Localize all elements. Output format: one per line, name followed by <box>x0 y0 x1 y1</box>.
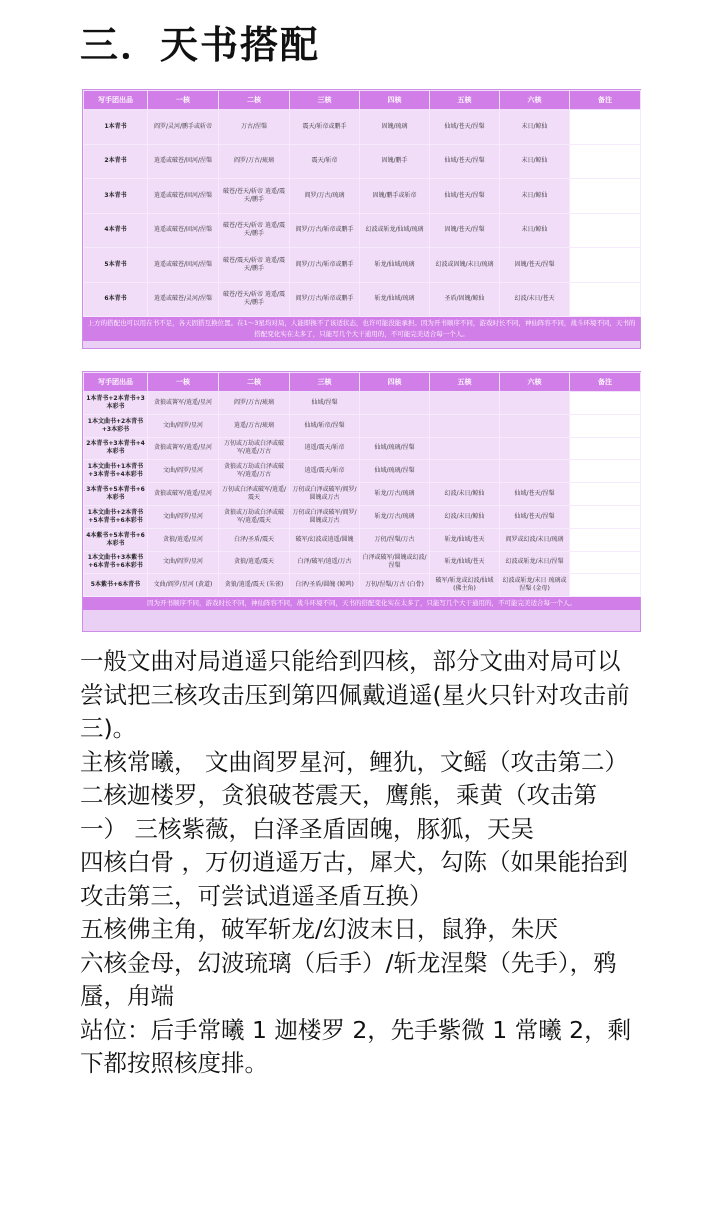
table-cell: 贪狼/逍遥/震天 <box>219 551 290 574</box>
note-cell <box>570 551 641 574</box>
note-cell <box>570 213 641 248</box>
table-cell: 阎罗/万古/琉璃 <box>290 179 360 214</box>
table-cell <box>430 437 500 460</box>
table-cell <box>500 460 570 483</box>
table-cell: 阎罗/万古/斩帝或鹏手 <box>290 248 360 283</box>
table-cell: 破苍/苍天/斩帝 逍遥/震天/鹏手 <box>219 282 290 317</box>
table-cell: 万仞或白泽或破军/逍遥/震天 <box>219 483 290 506</box>
table-header-row <box>84 91 641 110</box>
paragraph: 四核白骨 ，万仞逍遥万古，犀犬，勾陈（如果能抬到攻击第三，可尝试逍遥圣盾互换） <box>80 848 628 910</box>
paragraph: 一般文曲对局逍遥只能给到四核，部分文曲对局可以尝试把三核攻击压到第四佩戴逍遥(星火只针对攻击前三)。 <box>80 647 630 742</box>
table-cell: 末日/鲸仙 <box>500 213 570 248</box>
table-cell: 阎罗/万古/斩帝或鹏手 <box>290 213 360 248</box>
table-cell: 阎罗/万古/斩帝或鹏手 <box>290 282 360 317</box>
note-cell <box>570 179 641 214</box>
table-cell: 万仞或白泽或破军/阎罗/圆魄或万古 <box>290 483 360 506</box>
row-header-cell: 6本青书 <box>84 282 148 317</box>
table-cell: 文曲/阎罗/星河 <box>148 505 219 528</box>
table-cell: 仙域/苍天/涅槃 <box>430 179 500 214</box>
table-cell: 仙域/苍天/涅槃 <box>500 483 570 506</box>
table-cell: 文曲/阎罗/星河 <box>148 460 219 483</box>
table-cell <box>500 392 570 415</box>
table-cell: 逍遥或破苍/灵河/涅槃 <box>148 282 219 317</box>
paragraph: 主核常曦， 文曲阎罗星河，鲤犰，文鳐（攻击第二） <box>80 747 628 776</box>
column-header: 写手团出品 <box>84 373 148 392</box>
row-header-cell: 2本青书 <box>84 144 148 179</box>
table-cell: 贪狼或箐军/逍遥/星河 <box>148 437 219 460</box>
row-header-cell: 5本紫书+6本青书 <box>84 574 148 597</box>
table-cell: 白泽/圣盾/震天 <box>219 528 290 551</box>
table-row <box>84 110 641 145</box>
table-cell: 破苍/苍天/斩帝 逍遥/震天/鹏手 <box>219 179 290 214</box>
table-row <box>84 528 641 551</box>
table-cell: 阎罗/万古/琉璃 <box>219 144 290 179</box>
table-cell: 仙域/苍天/涅槃 <box>430 110 500 145</box>
table-cell: 斩龙/仙域/苍天 <box>430 528 500 551</box>
table-cell: 逍遥/震天/斩帝 <box>290 437 360 460</box>
table-cell <box>430 460 500 483</box>
table-cell: 仙域/苍天/涅槃 <box>430 144 500 179</box>
table-cell: 震天/斩帝 <box>290 144 360 179</box>
column-header: 二核 <box>219 91 290 110</box>
note-cell <box>570 437 641 460</box>
table-row <box>84 414 641 437</box>
table-cell: 斩龙/仙域/苍天 <box>430 551 500 574</box>
table-cell: 贪狼或万劫或白泽或破军/逍遥/万古 <box>219 460 290 483</box>
table-row <box>84 179 641 214</box>
table-cell: 幻波/末日/苍天 <box>500 282 570 317</box>
table-cell: 圣盾/固魄/鲸仙 <box>430 282 500 317</box>
table-cell <box>500 414 570 437</box>
table-cell: 白泽/破军/逍遥/万古 <box>290 551 360 574</box>
table-row <box>84 574 641 597</box>
table-row <box>84 551 641 574</box>
column-header: 备注 <box>570 373 641 392</box>
table-cell: 固魄/鹏手 <box>360 144 430 179</box>
table-cell: 白泽或破军/圆魄或幻波/涅槃 <box>360 551 430 574</box>
note-cell <box>570 574 641 597</box>
table-row <box>84 213 641 248</box>
note-cell <box>570 110 641 145</box>
table-row <box>84 392 641 415</box>
table-cell: 仙域/琉璃/涅槃 <box>360 437 430 460</box>
table-cell: 逍遥或破苍/固河/涅槃 <box>148 213 219 248</box>
table-cell: 末日/鲸仙 <box>500 179 570 214</box>
table-row <box>84 505 641 528</box>
table-cell: 末日/鲸仙 <box>500 144 570 179</box>
table-cell: 贪狼或万劫或白泽或破军/逍遥/震天 <box>219 505 290 528</box>
table-cell <box>360 392 430 415</box>
table-cell: 万仞/涅槃/万古 <box>360 528 430 551</box>
table-footnote: 上方的搭配也可以用在书不足，各天固搭互换位置。在1～3星均对局，人能即换不了该适状态，也许可能没能承担。因为开书顺序不同，游戏时长不同，神仙阵容不同，战斗环境不同，天书的搭配变化实在太多了，只能写几个大干通用的，不可能完美适合每一个人。 <box>83 317 640 341</box>
table-cell: 破军/斩龙或幻波/仙域 (佛主角) <box>430 574 500 597</box>
note-cell <box>570 144 641 179</box>
table-cell: 幻波/末日/鲸仙 <box>430 483 500 506</box>
column-header: 四核 <box>360 373 430 392</box>
table-cell: 万古/涅槃 <box>219 110 290 145</box>
table-cell: 逍遥或破苍/固河/涅槃 <box>148 248 219 283</box>
row-header-cell: 1本文曲书+1本青书+3本青书+4本彩书 <box>84 460 148 483</box>
table-cell: 仙域/涅槃 <box>290 392 360 415</box>
table-cell: 斩龙/万古/琉璃 <box>360 505 430 528</box>
table-cell: 逍遥或破苍/固河/涅槃 <box>148 144 219 179</box>
table-footnote: 因为开书顺序不同，游戏时长不同，神仙阵容不同，战斗环境不同，天书的搭配变化实在太多了，只能写几个大干通用的，不可能完美适合每一个人。 <box>83 597 640 610</box>
row-header-cell: 1本文曲书+2本青书+3本彩书 <box>84 414 148 437</box>
article-body <box>80 645 640 1081</box>
note-cell <box>570 460 641 483</box>
table-row <box>84 144 641 179</box>
table-cell: 破军/幻波或逍遥/圆魄 <box>290 528 360 551</box>
table-cell: 万仞或白泽或破军/阎罗/圆魄或万古 <box>290 505 360 528</box>
table-cell: 幻波或固魄/末日/琉璃 <box>430 248 500 283</box>
table-cell: 文曲/阎罗/星河 <box>148 551 219 574</box>
row-header-cell: 4本紫书+5本青书+6本彩书 <box>84 528 148 551</box>
note-cell <box>570 282 641 317</box>
table-row <box>84 437 641 460</box>
table-cell: 白泽/圣盾/圆魄 (鲸鸣) <box>290 574 360 597</box>
table-row <box>84 282 641 317</box>
table-cell: 末日/鲸仙 <box>500 110 570 145</box>
table-cell: 仙域/琉璃/涅槃 <box>360 460 430 483</box>
table-cell <box>430 414 500 437</box>
paragraph: 二核迦楼罗，贪狼破苍震天，鹰熊，乘黄（攻击第一） 三核紫薇，白泽圣盾固魄，豚狐，天吴 <box>80 781 597 843</box>
table-cell: 幻波或斩龙/末日/涅槃 <box>500 551 570 574</box>
table-cell: 破苍/苍天/斩帝 逍遥/震天/鹏手 <box>219 213 290 248</box>
note-cell <box>570 392 641 415</box>
column-header: 三核 <box>290 91 360 110</box>
table-cell: 文曲/阎罗/星河 <box>148 414 219 437</box>
row-header-cell: 3本青书+5本青书+6本彩书 <box>84 483 148 506</box>
note-cell <box>570 483 641 506</box>
table-cell: 固魄/鹏手或斩帝 <box>360 179 430 214</box>
column-header: 四核 <box>360 91 430 110</box>
tianshu-table-1 <box>82 89 641 349</box>
table-row <box>84 248 641 283</box>
row-header-cell: 2本青书+3本青书+4本彩书 <box>84 437 148 460</box>
row-header-cell: 4本青书 <box>84 213 148 248</box>
paragraph: 站位：后手常曦 1 迦楼罗 2，先手紫微 1 常曦 2，剩下都按照核度排。 <box>80 1015 632 1077</box>
table-cell: 幻波或斩龙/末日 琉璃或涅槃 (金母) <box>500 574 570 597</box>
column-header: 五核 <box>430 91 500 110</box>
column-header: 六核 <box>500 91 570 110</box>
table-cell: 斩龙/仙域/琉璃 <box>360 248 430 283</box>
table-cell: 贪狼/逍遥/星河 <box>148 528 219 551</box>
note-cell <box>570 248 641 283</box>
row-header-cell: 1本青书+2本青书+3本彩书 <box>84 392 148 415</box>
table-cell: 阎罗/万古/琉璃 <box>219 392 290 415</box>
note-cell <box>570 505 641 528</box>
tianshu-table-2 <box>82 371 641 632</box>
table-cell: 贪狼/逍遥/震天 (朱雀) <box>219 574 290 597</box>
table-cell: 阎罗或幻波/末日/琉璃 <box>500 528 570 551</box>
table-cell: 幻波或斩龙/仙域/琉璃 <box>360 213 430 248</box>
row-header-cell: 1本文曲书+3本紫书+6本青书+6本彩书 <box>84 551 148 574</box>
table-cell: 斩龙/仙域/琉璃 <box>360 282 430 317</box>
table-cell: 贪狼或破军/逍遥/星河 <box>148 483 219 506</box>
column-header: 三核 <box>290 373 360 392</box>
table-cell: 逍遥/万古/琉璃 <box>219 414 290 437</box>
table-header-row <box>84 373 641 392</box>
table-cell: 仙域/苍天/涅槃 <box>500 505 570 528</box>
table-cell: 固魄/苍天/涅槃 <box>430 213 500 248</box>
row-header-cell: 1本青书 <box>84 110 148 145</box>
paragraph: 六核金母，幻波琉璃（后手）/斩龙涅槃（先手），鸦蜃，甪端 <box>80 948 617 1010</box>
row-header-cell: 1本文曲书+2本青书+5本青书+6本彩书 <box>84 505 148 528</box>
table-cell: 震天/斩帝或鹏手 <box>290 110 360 145</box>
column-header: 六核 <box>500 373 570 392</box>
table-cell: 斩龙/万古/琉璃 <box>360 483 430 506</box>
table-cell <box>500 437 570 460</box>
table-cell: 万仞或万劫或白泽或破军/逍遥/万古 <box>219 437 290 460</box>
column-header: 写手团出品 <box>84 91 148 110</box>
column-header: 一核 <box>148 91 219 110</box>
table-cell <box>360 414 430 437</box>
table-cell: 文曲/阎罗/星河 (黄道) <box>148 574 219 597</box>
column-header: 二核 <box>219 373 290 392</box>
row-header-cell: 3本青书 <box>84 179 148 214</box>
column-header: 一核 <box>148 373 219 392</box>
column-header: 备注 <box>570 91 641 110</box>
table-cell <box>430 392 500 415</box>
note-cell <box>570 528 641 551</box>
table-cell: 仙域/斩帝/涅槃 <box>290 414 360 437</box>
table-row <box>84 460 641 483</box>
table-cell: 固魄/苍天/涅槃 <box>500 248 570 283</box>
table-cell: 阎罗/灵河/鹏手或斩帝 <box>148 110 219 145</box>
table-cell: 万仞/涅槃/万古 (白骨) <box>360 574 430 597</box>
table-cell: 逍遥/震天/斩帝 <box>290 460 360 483</box>
paragraph: 五核佛主角，破军斩龙/幻波末日，鼠狰，朱厌 <box>80 915 558 943</box>
table-cell: 幻波/末日/鲸仙 <box>430 505 500 528</box>
table-cell: 固魄/琉璃 <box>360 110 430 145</box>
table-cell: 逍遥或破苍/固河/涅槃 <box>148 179 219 214</box>
row-header-cell: 5本青书 <box>84 248 148 283</box>
section-title: 三．天书搭配 <box>80 23 321 67</box>
table-cell: 贪狼或箐军/逍遥/星河 <box>148 392 219 415</box>
table-row <box>84 483 641 506</box>
table-cell: 破苍/震天/斩帝 逍遥/震天/鹏手 <box>219 248 290 283</box>
column-header: 五核 <box>430 373 500 392</box>
note-cell <box>570 414 641 437</box>
